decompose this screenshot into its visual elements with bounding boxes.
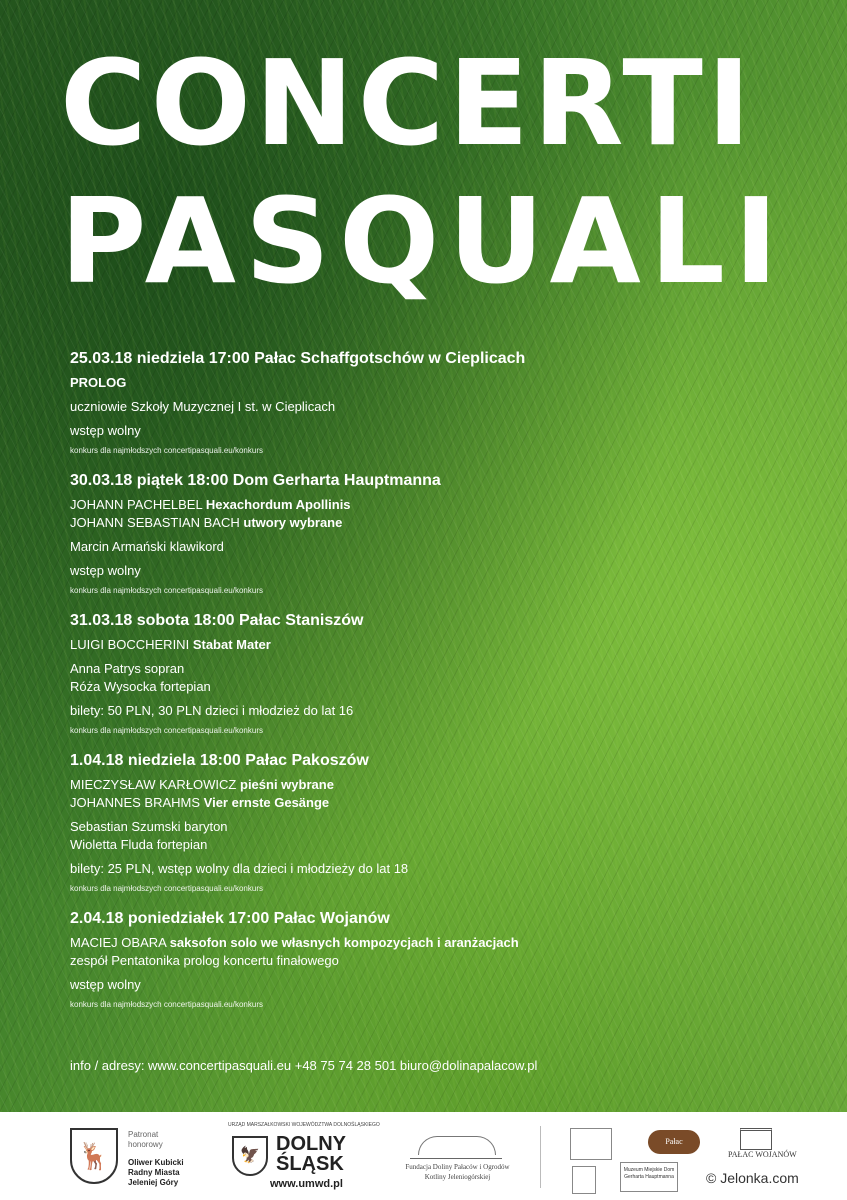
program-line <box>70 776 810 794</box>
work: pieśni wybrane <box>240 777 334 792</box>
wojanow-label: PAŁAC WOJANÓW <box>728 1150 797 1159</box>
event-3 <box>70 612 810 738</box>
event-4 <box>70 752 810 896</box>
event-2 <box>70 472 810 598</box>
palace-arch-icon <box>410 1132 502 1159</box>
event-list <box>70 350 810 1026</box>
umwd-link: www.umwd.pl <box>270 1178 343 1190</box>
dolny-text: DOLNY <box>276 1133 346 1155</box>
patronat-line: honorowy <box>128 1140 163 1149</box>
sponsor-footer <box>0 1112 847 1200</box>
sponsor-logo-icon <box>570 1128 612 1160</box>
muzeum-logo: Muzeum Miejskie Dom Gerharta Hauptmanna <box>620 1162 678 1192</box>
fundacja-label: Fundacja Doliny Pałaców i Ogrodów Kotliny Jeleniogórskiej <box>405 1163 510 1181</box>
event-entry: bilety: 50 PLN, 30 PLN dzieci i młodzież do lat 16 <box>70 703 354 718</box>
event-contest: konkurs dla najmłodszych concertipasquali.eu/konkurs <box>70 586 263 595</box>
watermark: © Jelonka.com <box>700 1168 805 1188</box>
patron-line: Radny Miasta <box>128 1168 180 1177</box>
program-line <box>70 496 810 514</box>
event-entry: bilety: 25 PLN, wstęp wolny dla dzieci i młodzieży do lat 18 <box>70 861 409 876</box>
event-1 <box>70 350 810 458</box>
staniszow-logo: Pałac Staniszów <box>648 1130 700 1154</box>
program-line <box>70 794 810 812</box>
event-entry: wstęp wolny <box>70 563 141 578</box>
patronat-label <box>128 1130 163 1150</box>
event-header: 1.04.18 niedziela 18:00 Pałac Pakoszów <box>70 752 369 769</box>
event-contest: konkurs dla najmłodszych concertipasquali.eu/konkurs <box>70 446 263 455</box>
event-5 <box>70 910 810 1012</box>
event-header: 25.03.18 niedziela 17:00 Pałac Schaffgotschów w Cieplicach <box>70 350 526 367</box>
event-contest: konkurs dla najmłodszych concertipasquali.eu/konkurs <box>70 726 263 735</box>
event-header: 2.04.18 poniedziałek 17:00 Pałac Wojanów <box>70 910 390 927</box>
event-ensemble: zespół Pentatonika prolog koncertu finałowego <box>70 953 339 968</box>
composer: JOHANNES BRAHMS <box>70 795 201 810</box>
event-performer: Róża Wysocka fortepian <box>70 679 211 694</box>
title-line-1: CONCERTI <box>60 34 755 172</box>
composer: MACIEJ OBARA <box>70 935 167 950</box>
work: utwory wybrane <box>243 515 343 530</box>
event-subtitle: PROLOG <box>70 375 127 390</box>
event-performer: Marcin Armański klawikord <box>70 539 224 554</box>
event-contest: konkurs dla najmłodszych concertipasquali.eu/konkurs <box>70 1000 263 1009</box>
event-performer: Wioletta Fluda fortepian <box>70 837 208 852</box>
slask-text: ŚLĄSK <box>276 1153 344 1175</box>
composer: MIECZYSŁAW KARŁOWICZ <box>70 777 237 792</box>
event-contest: konkurs dla najmłodszych concertipasquali.eu/konkurs <box>70 884 263 893</box>
event-entry: wstęp wolny <box>70 977 141 992</box>
sponsor-crest-icon <box>572 1166 596 1194</box>
event-entry: wstęp wolny <box>70 423 141 438</box>
event-performer: Sebastian Szumski baryton <box>70 819 228 834</box>
program-line <box>70 934 810 952</box>
eagle-crest-icon: 🦅 <box>232 1136 268 1176</box>
work: Vier ernste Gesänge <box>203 795 330 810</box>
urzad-label: URZĄD MARSZAŁKOWSKI WOJEWÓDZTWA DOLNOŚLĄSKIEGO <box>228 1122 380 1128</box>
work: saksofon solo we własnych kompozycjach i aranżacjach <box>169 935 519 950</box>
info-line: info / adresy: www.concertipasquali.eu +48 75 74 28 501 biuro@dolinapalacow.pl <box>70 1058 538 1073</box>
event-performer: uczniowie Szkoły Muzycznej I st. w Cieplicach <box>70 399 336 414</box>
patron-name <box>128 1158 184 1188</box>
composer: LUIGI BOCCHERINI <box>70 637 190 652</box>
title-line-2: PASQUALI <box>60 172 787 310</box>
event-header: 31.03.18 sobota 18:00 Pałac Staniszów <box>70 612 364 629</box>
event-header: 30.03.18 piątek 18:00 Dom Gerharta Hauptmanna <box>70 472 441 489</box>
event-performer: Anna Patrys sopran <box>70 661 185 676</box>
composer: JOHANN PACHELBEL <box>70 497 203 512</box>
work: Stabat Mater <box>192 637 271 652</box>
palace-icon <box>740 1128 772 1150</box>
composer: JOHANN SEBASTIAN BACH <box>70 515 240 530</box>
patron-line: Oliwer Kubicki <box>128 1158 184 1167</box>
patron-line: Jeleniej Góry <box>128 1178 179 1187</box>
work: Hexachordum Apollinis <box>205 497 351 512</box>
program-line <box>70 636 810 654</box>
divider <box>540 1126 541 1188</box>
program-line <box>70 514 810 532</box>
deer-crest-icon: 🦌 <box>70 1128 118 1184</box>
patronat-line: Patronat <box>128 1130 159 1139</box>
